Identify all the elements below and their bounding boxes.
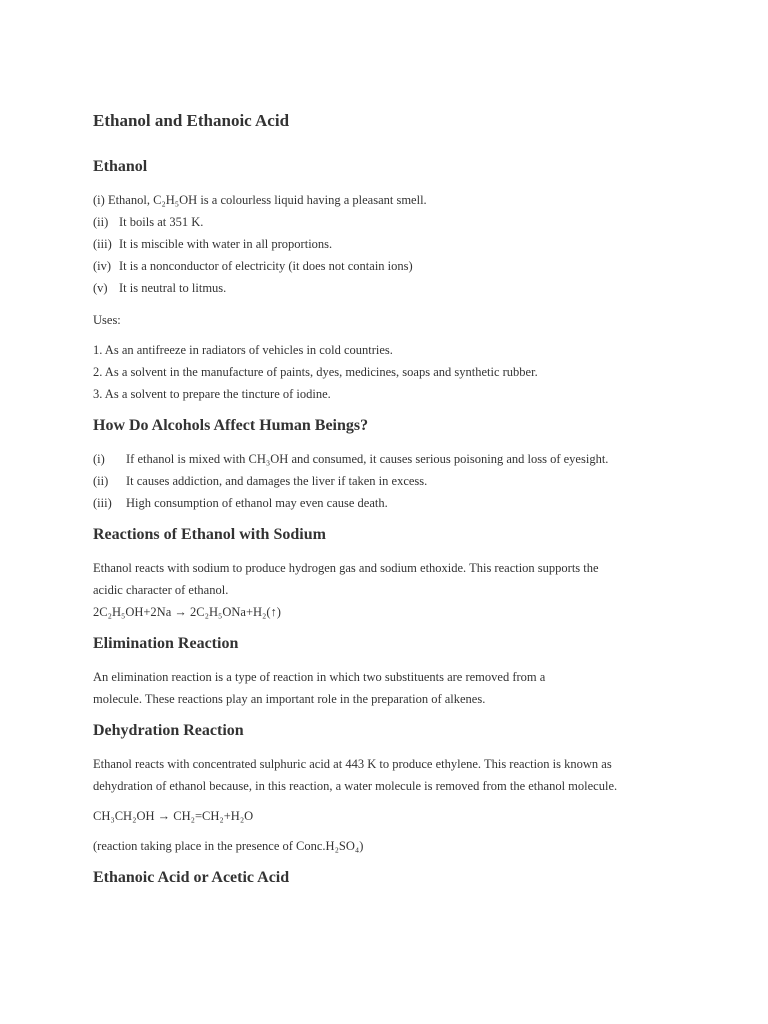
item-text: It boils at 351 K. (119, 215, 204, 229)
list-item (93, 255, 693, 277)
item-text: It is a nonconductor of electricity (it does not contain ions) (119, 259, 413, 273)
item-text: It is miscible with water in all proportions. (119, 237, 333, 251)
section-heading-ethanol: Ethanol (93, 158, 148, 175)
item-number: (ii) (93, 474, 109, 488)
chemical-equation: 2C₂H₅OH+2Na → 2C₂H₅ONa+H₂(↑) (93, 605, 281, 619)
chemical-equation: CH₃CH₂OH → CH₂=CH₂+H₂O (93, 809, 254, 823)
list-item (93, 448, 693, 470)
list-item (93, 211, 693, 233)
list-item: 1. As an antifreeze in radiators of vehicles in cold countries. (93, 343, 393, 357)
paragraph-line: Ethanol reacts with concentrated sulphuric acid at 443 K to produce ethylene. This reaction is known as (93, 757, 612, 771)
item-number: (ii) (93, 215, 109, 229)
item-number: (iv) (93, 259, 112, 273)
section-heading-acetic-acid: Ethanoic Acid or Acetic Acid (93, 869, 290, 886)
list-item (93, 277, 693, 299)
list-item (93, 492, 693, 514)
section-heading-elimination: Elimination Reaction (93, 635, 239, 652)
list-item: 3. As a solvent to prepare the tincture of iodine. (93, 387, 331, 401)
list-item (93, 189, 693, 211)
item-number: (iii) (93, 496, 112, 510)
paragraph-line: An elimination reaction is a type of reaction in which two substituents are removed from a (93, 670, 546, 684)
section-heading-alcohols: How Do Alcohols Affect Human Beings? (93, 417, 369, 434)
reaction-note: (reaction taking place in the presence of Conc.H₂SO₄) (93, 839, 364, 853)
section-heading-dehydration: Dehydration Reaction (93, 722, 244, 739)
item-text: High consumption of ethanol may even cause death. (126, 496, 388, 510)
uses-label: Uses: (93, 313, 121, 327)
item-number: (i) (93, 452, 105, 466)
paragraph-line: molecule. These reactions play an important role in the preparation of alkenes. (93, 692, 486, 706)
item-text: Ethanol, C₂H₅OH is a colourless liquid having a pleasant smell. (107, 193, 427, 207)
properties-list (93, 189, 693, 299)
section-heading-sodium: Reactions of Ethanol with Sodium (93, 526, 326, 543)
list-item (93, 470, 693, 492)
item-text: It causes addiction, and damages the liver if taken in excess. (126, 474, 428, 488)
page-title: Ethanol and Ethanoic Acid (93, 111, 290, 130)
item-text: It is neutral to litmus. (119, 281, 227, 295)
list-item: 2. As a solvent in the manufacture of paints, dyes, medicines, soaps and synthetic rubber. (93, 365, 538, 379)
uses-list (93, 339, 693, 405)
effects-list (93, 448, 693, 514)
item-number: (v) (93, 281, 108, 295)
paragraph-line: acidic character of ethanol. (93, 583, 229, 597)
item-text: If ethanol is mixed with CH₃OH and consumed, it causes serious poisoning and loss of eyesight. (126, 452, 609, 466)
list-item (93, 233, 693, 255)
paragraph-line: Ethanol reacts with sodium to produce hydrogen gas and sodium ethoxide. This reaction supports the (93, 561, 599, 575)
item-number: (iii) (93, 237, 112, 251)
document-body (93, 108, 693, 890)
item-number: (i) (93, 193, 105, 207)
paragraph-line: dehydration of ethanol because, in this reaction, a water molecule is removed from the ethanol molecule. (93, 779, 618, 793)
